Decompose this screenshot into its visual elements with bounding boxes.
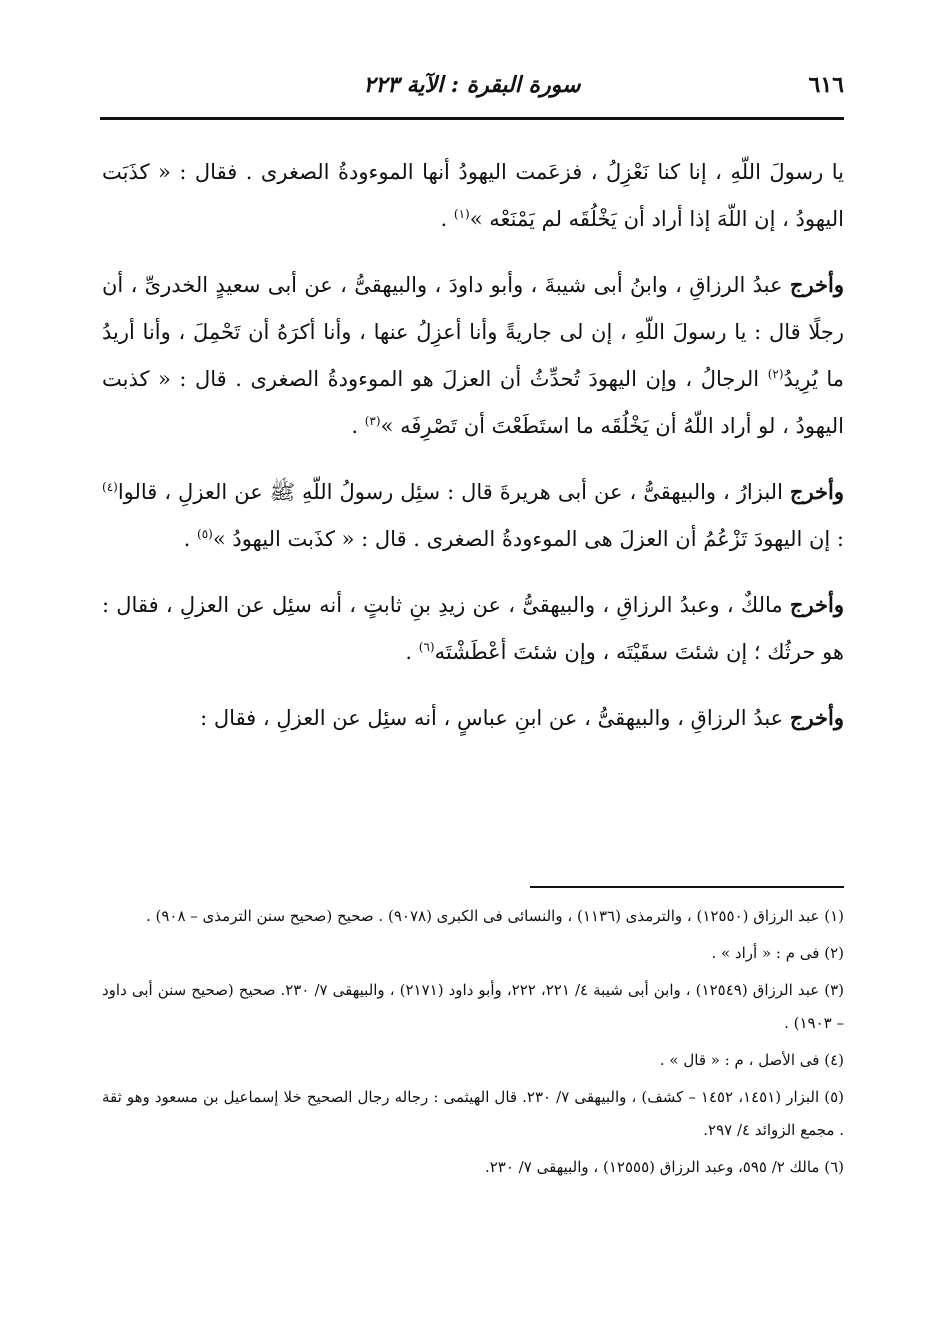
running-title: سورة البقرة : الآية ٢٢٣ xyxy=(363,72,581,98)
paragraph xyxy=(102,148,844,243)
paragraph-text-continued: الرجالُ ، وإن اليهودَ تُحدِّثُ أن العزلَ هو الموءودةُ الصغرى . قال : « كذبت اليهودُ ، لو أراد اللّهُ أن يَخْلُقَه ما استَطَعْتَ أن تَصْرِفَه » xyxy=(102,367,844,438)
paragraph-text-continued: : إن اليهودَ تَزْعُمُ أن العزلَ هى الموءودةُ الصغرى . قال : « كذَبت اليهودُ » xyxy=(212,527,844,551)
paragraph-end: . xyxy=(183,527,197,551)
footnote: (٤) فى الأصل ، م : « قال » . xyxy=(659,1051,844,1069)
footnote-ref: (٤) xyxy=(102,480,118,494)
footnote-ref: (١) xyxy=(453,207,470,221)
paragraph xyxy=(102,261,844,450)
footnote: (١) عبد الرزاق (١٢٥٥٠) ، والترمذى (١١٣٦) ، والنسائى فى الكبرى (٩٠٧٨) . صحيح (صحيح سنن الترمذى – ٩٠٨) . xyxy=(145,907,844,925)
footnote: (٢) فى م : « أراد » . xyxy=(711,944,844,962)
paragraph-end: . xyxy=(351,414,365,438)
paragraph-lead: وأخرج xyxy=(789,479,844,504)
footnote: (٦) مالك ٢/ ٥٩٥، وعبد الرزاق (١٢٥٥٥) ، والبيهقى ٧/ ٢٣٠. xyxy=(484,1158,844,1176)
footnote-ref: (٥) xyxy=(197,527,213,541)
paragraph-end: . xyxy=(440,207,454,231)
paragraph-lead: وأخرج xyxy=(789,705,844,730)
paragraph-text: البزارُ ، والبيهقىُّ ، عن أبى هريرةَ قال : سئِل رسولُ اللّهِ ﷺ عن العزلِ ، قالوا xyxy=(117,480,790,504)
footnotes xyxy=(102,900,844,1188)
footnote-ref: (٣) xyxy=(364,414,381,428)
paragraph xyxy=(102,468,844,563)
footnote-ref: (٢) xyxy=(767,367,784,381)
paragraph-lead: وأخرج xyxy=(789,592,844,617)
header-rule xyxy=(100,117,844,120)
paragraph-text: يا رسولَ اللّهِ ، إنا كنا نَعْزِلُ ، فزعَمت اليهودُ أنها الموءودةُ الصغرى . فقال : « كذَبَت اليهودُ ، إن اللّهَ إذا أراد أن يَخْلُقَه لم يَمْنَعْه » xyxy=(102,160,844,231)
paragraph-text: عبدُ الرزاقِ ، وابنُ أبى شيبةَ ، وأبو داودَ ، والبيهقىُّ ، عن أبى سعيدٍ الخدرىِّ ، أن رجلًا قال : يا رسولَ اللّهِ ، إن لى جاريةً وأنا أعزِلُ عنها ، وأنا أكرَهُ أن تَحْمِلَ ، وأنا أريدُ ما يُرِيدُ xyxy=(102,273,844,391)
paragraph-text: عبدُ الرزاقِ ، والبيهقىُّ ، عن ابنِ عباسٍ ، أنه سئِل عن العزلِ ، فقال : xyxy=(200,706,790,730)
paragraph-lead: وأخرج xyxy=(789,272,844,297)
page-number: ٦١٦ xyxy=(808,72,844,98)
footnote: (٣) عبد الرزاق (١٢٥٤٩) ، وابن أبى شيبة ٤/ ٢٢١، ٢٢٢، وأبو داود (٢١٧١) ، والبيهقى ٧/ ٢٣٠. صحيح (صحيح سنن أبى داود – ١٩٠٣) . xyxy=(102,981,845,1032)
paragraph xyxy=(102,581,844,676)
paragraph-end: . xyxy=(405,640,419,664)
paragraph xyxy=(102,694,844,742)
footnote: (٥) البزار (١٤٥١، ١٤٥٢ – كشف) ، والبيهقى ٧/ ٢٣٠. قال الهيثمى : رجاله رجال الصحيح خلا إسماعيل بن مسعود وهو ثقة . مجمع الزوائد ٤/ ٢٩٧. xyxy=(102,1088,844,1139)
footnote-ref: (٦) xyxy=(418,640,435,654)
footnote-rule xyxy=(530,886,844,888)
body-text xyxy=(102,148,844,760)
page-header xyxy=(100,68,844,108)
paragraph-text: مالكٌ ، وعبدُ الرزاقِ ، والبيهقىُّ ، عن زيدِ بنِ ثابتٍ ، أنه سئِل عن العزلِ ، فقال : هو حرثُك ؛ إن شئتَ سقَيْتَه ، وإن شئتَ أعْطَشْتَه xyxy=(102,593,844,664)
